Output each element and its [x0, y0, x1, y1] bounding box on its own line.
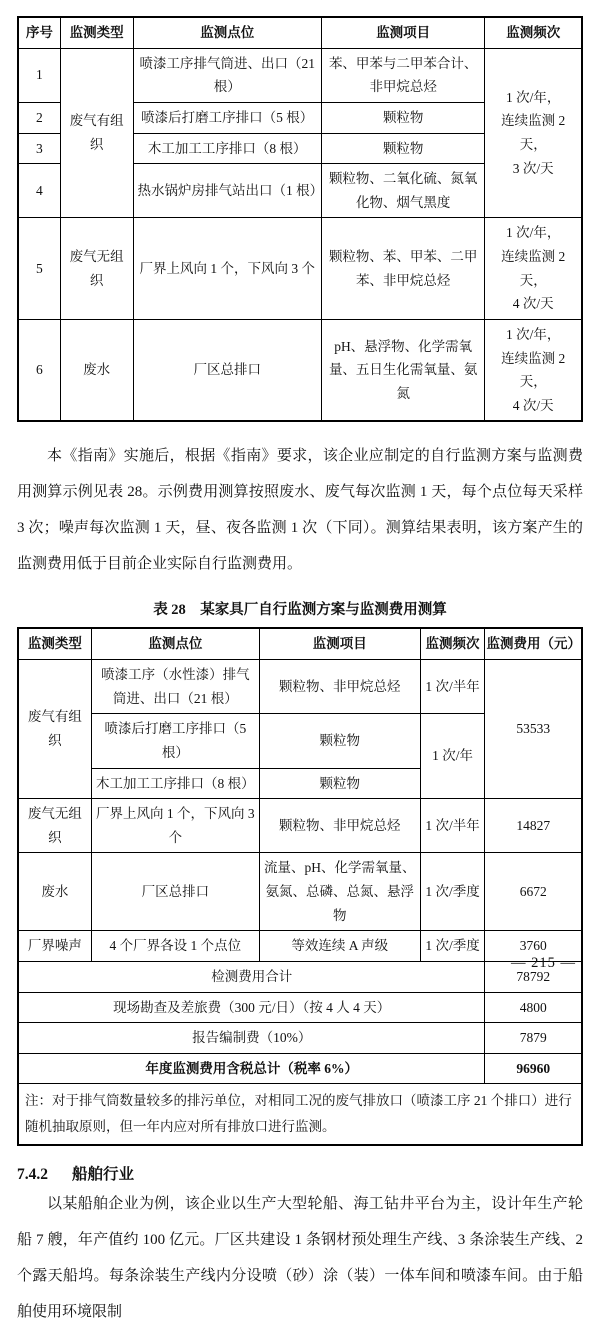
monitor-type: 废气有组织 [60, 48, 133, 218]
monitor-fee: 6672 [485, 853, 582, 931]
table-row [18, 853, 582, 931]
col-header-items: 监测项目 [259, 628, 420, 659]
table-row [18, 319, 582, 421]
summary-label: 报告编制费（10%） [18, 1023, 485, 1054]
monitor-items: 颗粒物 [259, 768, 420, 799]
col-header-fee: 监测费用（元） [485, 628, 582, 659]
col-header-items: 监测项目 [321, 17, 485, 48]
monitor-items: 颗粒物 [321, 102, 485, 133]
monitor-freq [485, 218, 582, 320]
monitor-point: 厂区总排口 [133, 319, 321, 421]
monitor-fee: 3760 [485, 931, 582, 962]
table-caption: 表 28 某家具厂自行监测方案与监测费用测算 [153, 602, 447, 619]
table-row [18, 931, 582, 962]
monitor-freq: 1 次/年 [420, 714, 485, 799]
table-row [18, 218, 582, 320]
monitor-point: 厂界上风向 1 个，下风向 3 个 [133, 218, 321, 320]
monitor-point: 4 个厂界各设 1 个点位 [91, 931, 259, 962]
body-paragraph: 以某船舶企业为例，该企业以生产大型轮船、海工钻井平台为主，设计年生产轮船 7 艘，年产值约 100 亿元。厂区共建设 1 条钢材预处理生产线、3 条涂装生产线、2 个露天船坞。每条涂装生产线内分设喷（砂）涂（装）一体车间和喷漆车间。由于船舶使用环境限制 [17, 1195, 583, 1320]
freq-line: 4 次/天 [512, 397, 554, 413]
monitor-type: 废水 [18, 853, 91, 931]
monitor-items: 颗粒物、二氧化硫、氮氧化物、烟气黑度 [321, 164, 485, 218]
col-header-type: 监测类型 [18, 628, 91, 659]
section-heading [17, 1162, 583, 1184]
col-header-no: 序号 [18, 17, 60, 48]
summary-label: 现场勘查及差旅费（300 元/日）（按 4 人 4 天） [18, 992, 485, 1023]
page-number: — 215 — [511, 955, 576, 971]
summary-total-fee: 96960 [485, 1053, 582, 1084]
monitor-items: 等效连续 A 声级 [259, 931, 420, 962]
freq-line: 1 次/年， [506, 326, 561, 342]
monitor-items: 颗粒物、非甲烷总烃 [259, 660, 420, 714]
table-header-row [18, 628, 582, 659]
monitor-freq: 1 次/半年 [420, 660, 485, 714]
table-note: 注：对于排气筒数量较多的排污单位，对相同工况的废气排放口（喷漆工序 21 个排口）进行随机抽取原则，但一年内应对所有排放口进行监测。 [18, 1084, 582, 1145]
summary-total-row [18, 1053, 582, 1084]
row-number: 5 [18, 218, 60, 320]
monitor-type: 废气有组织 [18, 660, 91, 799]
row-number: 1 [18, 48, 60, 102]
freq-line: 连续监测 2 天， [501, 350, 566, 390]
row-number: 2 [18, 102, 60, 133]
freq-line: 4 次/天 [512, 296, 554, 312]
monitor-point: 喷漆工序排气筒进、出口（21 根） [133, 48, 321, 102]
monitor-type: 废气无组织 [18, 799, 91, 853]
col-header-freq: 监测频次 [420, 628, 485, 659]
freq-line: 1 次/年， [506, 225, 561, 241]
col-header-type: 监测类型 [60, 17, 133, 48]
summary-fee: 78792 [485, 961, 582, 992]
col-header-freq: 监测频次 [485, 17, 582, 48]
monitor-freq [485, 319, 582, 421]
monitor-point: 热水锅炉房排气站出口（1 根） [133, 164, 321, 218]
monitor-freq: 1 次/半年 [420, 799, 485, 853]
monitor-point: 喷漆后打磨工序排口（5 根） [91, 714, 259, 768]
monitor-items: 颗粒物 [259, 714, 420, 768]
monitor-type: 厂界噪声 [18, 931, 91, 962]
row-number: 6 [18, 319, 60, 421]
monitor-type: 废水 [60, 319, 133, 421]
note-row [18, 1084, 582, 1145]
section-number: 7.4.2 [17, 1165, 48, 1183]
freq-line: 连续监测 2 天， [501, 249, 566, 288]
monitor-point: 厂界上风向 1 个，下风向 3 个 [91, 799, 259, 853]
monitor-items: 苯、甲苯与二甲苯合计、非甲烷总烃 [321, 48, 485, 102]
monitor-items: 颗粒物、非甲烷总烃 [259, 799, 420, 853]
monitor-point: 木工加工工序排口（8 根） [91, 768, 259, 799]
freq-line: 1 次/年， [506, 89, 561, 105]
section-title: 船舶行业 [72, 1165, 135, 1183]
summary-total-label: 年度监测费用含税总计（税率 6%） [18, 1053, 485, 1084]
table-row [18, 48, 582, 102]
table-row [18, 660, 582, 714]
monitor-freq: 1 次/季度 [420, 931, 485, 962]
monitor-items: 颗粒物 [321, 133, 485, 164]
summary-row [18, 1023, 582, 1054]
summary-row [18, 992, 582, 1023]
body-paragraph: 本《指南》实施后，根据《指南》要求，该企业应制定的自行监测方案与监测费用测算示例见表 28。示例费用测算按照废水、废气每次监测 1 天，每个点位每天采样 3 次；噪声每次监测 1 天，昼、夜各监测 1 次（下同）。测算结果表明，该方案产生的监测费用低于目前企业实际自行监测费用。 [17, 448, 583, 573]
monitor-point: 喷漆工序（水性漆）排气筒进、出口（21 根） [91, 660, 259, 714]
monitor-type: 废气无组织 [60, 218, 133, 320]
col-header-point: 监测点位 [133, 17, 321, 48]
monitor-point: 木工加工工序排口（8 根） [133, 133, 321, 164]
summary-fee: 7879 [485, 1023, 582, 1054]
monitoring-plan-table [17, 16, 583, 422]
table-header-row [18, 17, 582, 48]
summary-label: 检测费用合计 [18, 961, 485, 992]
cost-estimate-table [17, 627, 583, 1145]
row-number: 4 [18, 164, 60, 218]
monitor-point: 厂区总排口 [91, 853, 259, 931]
summary-fee: 4800 [485, 992, 582, 1023]
row-number: 3 [18, 133, 60, 164]
monitor-items: 流量、pH、化学需氧量、氨氮、总磷、总氮、悬浮物 [259, 853, 420, 931]
freq-line: 3 次/天 [512, 160, 554, 176]
monitor-fee: 14827 [485, 799, 582, 853]
summary-row [18, 961, 582, 992]
monitor-fee: 53533 [485, 660, 582, 799]
monitor-freq: 1 次/季度 [420, 853, 485, 931]
freq-line: 连续监测 2 天， [501, 113, 566, 152]
col-header-point: 监测点位 [91, 628, 259, 659]
monitor-items: pH、悬浮物、化学需氧量、五日生化需氧量、氨氮 [321, 319, 485, 421]
monitor-freq [485, 48, 582, 218]
monitor-point: 喷漆后打磨工序排口（5 根） [133, 102, 321, 133]
monitor-items: 颗粒物、苯、甲苯、二甲苯、非甲烷总烃 [321, 218, 485, 320]
table-row [18, 799, 582, 853]
